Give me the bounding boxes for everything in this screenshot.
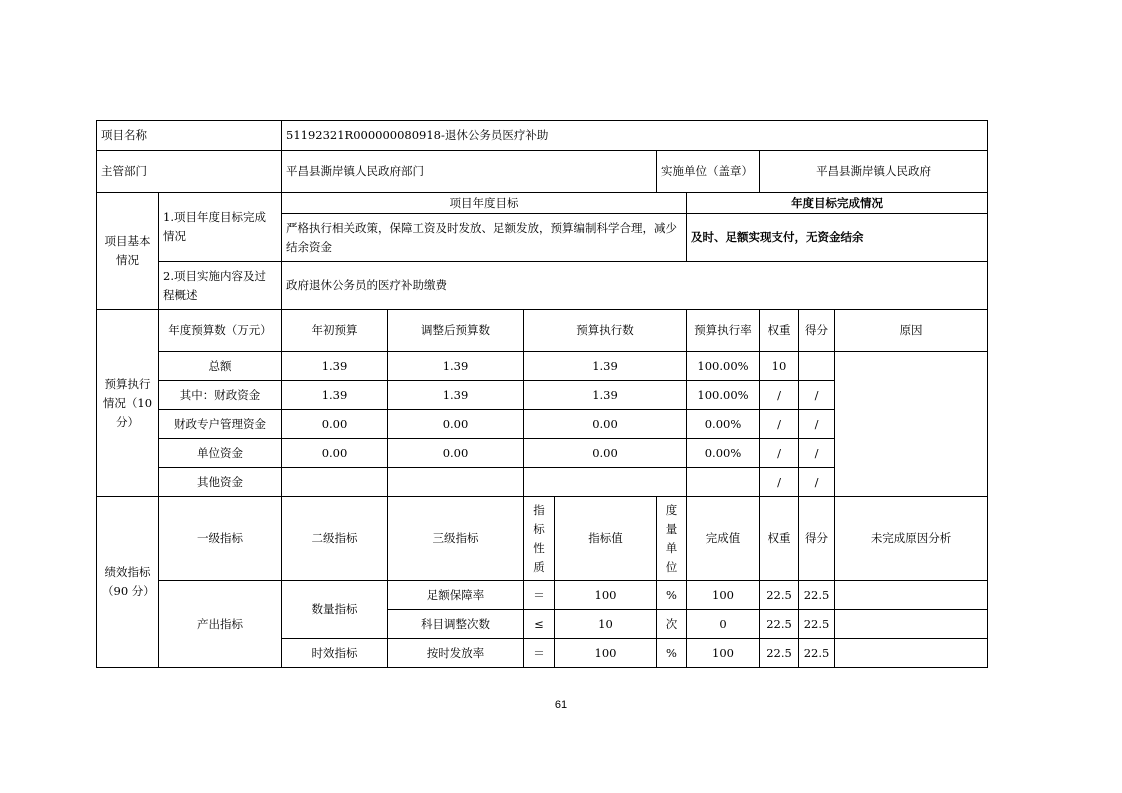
output-indicator-label: 产出指标 (159, 581, 282, 668)
project-name-label: 项目名称 (97, 121, 282, 151)
budget-row-score: / (799, 439, 835, 468)
basic-situation-label: 项目基本情况 (97, 193, 159, 310)
perf-row-value: 100 (555, 581, 657, 610)
perf-header-nature: 指标性质 (524, 497, 555, 581)
budget-row-name: 其他资金 (159, 468, 282, 497)
budget-header-weight: 权重 (760, 310, 799, 352)
budget-row-score: / (799, 468, 835, 497)
budget-row-adjusted: 0.00 (388, 439, 524, 468)
department-label: 主管部门 (97, 151, 282, 193)
perf-row-weight: 22.5 (760, 639, 799, 668)
quantity-indicator-label: 数量指标 (282, 581, 388, 639)
budget-row-executed: 0.00 (524, 439, 687, 468)
perf-row-value: 100 (555, 639, 657, 668)
implementing-unit-label: 实施单位（盖章） (657, 151, 760, 193)
budget-header-score: 得分 (799, 310, 835, 352)
budget-row-initial: 0.00 (282, 410, 388, 439)
perf-row-unit: % (657, 581, 687, 610)
performance-indicators-label: 绩效指标（90 分） (97, 497, 159, 668)
perf-header-reason: 未完成原因分析 (835, 497, 988, 581)
budget-row-adjusted (388, 468, 524, 497)
budget-reason-cell (835, 352, 988, 497)
budget-row-weight: / (760, 381, 799, 410)
perf-header-level1: 一级指标 (159, 497, 282, 581)
perf-row-score: 22.5 (799, 610, 835, 639)
budget-row-score (799, 352, 835, 381)
perf-header-value: 指标值 (555, 497, 657, 581)
budget-row-adjusted: 1.39 (388, 381, 524, 410)
budget-row-name: 总额 (159, 352, 282, 381)
annual-goal-text: 严格执行相关政策，保障工资及时发放、足额发放，预算编制科学合理，减少结余资金 (282, 214, 687, 262)
budget-row-rate: 0.00% (687, 410, 760, 439)
annual-goal-label: 1.项目年度目标完成情况 (159, 193, 282, 262)
budget-row-name: 单位资金 (159, 439, 282, 468)
budget-row-rate: 0.00% (687, 439, 760, 468)
performance-evaluation-table (96, 120, 988, 668)
budget-row-executed: 1.39 (524, 352, 687, 381)
perf-row-weight: 22.5 (760, 581, 799, 610)
perf-row-nature: ＝ (524, 639, 555, 668)
budget-header-reason: 原因 (835, 310, 988, 352)
budget-row (97, 352, 988, 381)
project-name-value: 51192321R000000080918-退休公务员医疗补助 (282, 121, 988, 151)
budget-row-executed (524, 468, 687, 497)
perf-row-completed: 100 (687, 581, 760, 610)
perf-row-completed: 100 (687, 639, 760, 668)
annual-goal-header: 项目年度目标 (282, 193, 687, 214)
budget-row-rate (687, 468, 760, 497)
budget-row-initial: 1.39 (282, 352, 388, 381)
budget-row-initial: 1.39 (282, 381, 388, 410)
budget-header-rate: 预算执行率 (687, 310, 760, 352)
perf-row-level3: 科目调整次数 (388, 610, 524, 639)
timeliness-indicator-label: 时效指标 (282, 639, 388, 668)
budget-row-name: 财政专户管理资金 (159, 410, 282, 439)
perf-header-level3: 三级指标 (388, 497, 524, 581)
goal-completion-header: 年度目标完成情况 (687, 193, 988, 214)
budget-row-rate: 100.00% (687, 381, 760, 410)
perf-row-value: 10 (555, 610, 657, 639)
budget-row-weight: / (760, 439, 799, 468)
budget-row-adjusted: 1.39 (388, 352, 524, 381)
perf-header-level2: 二级指标 (282, 497, 388, 581)
budget-execution-label: 预算执行情况（10 分） (97, 310, 159, 497)
perf-row-reason (835, 610, 988, 639)
perf-row-reason (835, 639, 988, 668)
budget-row-weight: 10 (760, 352, 799, 381)
perf-header-score: 得分 (799, 497, 835, 581)
perf-row-unit: % (657, 639, 687, 668)
department-value: 平昌县澌岸镇人民政府部门 (282, 151, 657, 193)
budget-row-score: / (799, 381, 835, 410)
perf-header-completed: 完成值 (687, 497, 760, 581)
perf-header-weight: 权重 (760, 497, 799, 581)
budget-row-score: / (799, 410, 835, 439)
budget-row-executed: 0.00 (524, 410, 687, 439)
perf-row-completed: 0 (687, 610, 760, 639)
budget-row-weight: / (760, 410, 799, 439)
perf-row (97, 581, 988, 610)
implementation-content-label: 2.项目实施内容及过程概述 (159, 262, 282, 310)
budget-row-adjusted: 0.00 (388, 410, 524, 439)
implementation-content-text: 政府退休公务员的医疗补助缴费 (282, 262, 988, 310)
perf-row-score: 22.5 (799, 639, 835, 668)
perf-header-unit: 度量单位 (657, 497, 687, 581)
budget-row-initial (282, 468, 388, 497)
perf-row-level3: 足额保障率 (388, 581, 524, 610)
perf-row-nature: ≤ (524, 610, 555, 639)
budget-row-name: 其中：财政资金 (159, 381, 282, 410)
perf-row-score: 22.5 (799, 581, 835, 610)
budget-header-executed: 预算执行数 (524, 310, 687, 352)
perf-row-reason (835, 581, 988, 610)
budget-row-initial: 0.00 (282, 439, 388, 468)
budget-header-adjusted: 调整后预算数 (388, 310, 524, 352)
perf-row-level3: 按时发放率 (388, 639, 524, 668)
budget-header-initial: 年初预算 (282, 310, 388, 352)
budget-row-executed: 1.39 (524, 381, 687, 410)
page-number: 61 (554, 699, 568, 711)
perf-row-unit: 次 (657, 610, 687, 639)
budget-row-weight: / (760, 468, 799, 497)
perf-row-nature: ＝ (524, 581, 555, 610)
implementing-unit-value: 平昌县澌岸镇人民政府 (760, 151, 988, 193)
perf-row-weight: 22.5 (760, 610, 799, 639)
budget-row-rate: 100.00% (687, 352, 760, 381)
goal-completion-text: 及时、足额实现支付，无资金结余 (687, 214, 988, 262)
budget-header-annual: 年度预算数（万元） (159, 310, 282, 352)
